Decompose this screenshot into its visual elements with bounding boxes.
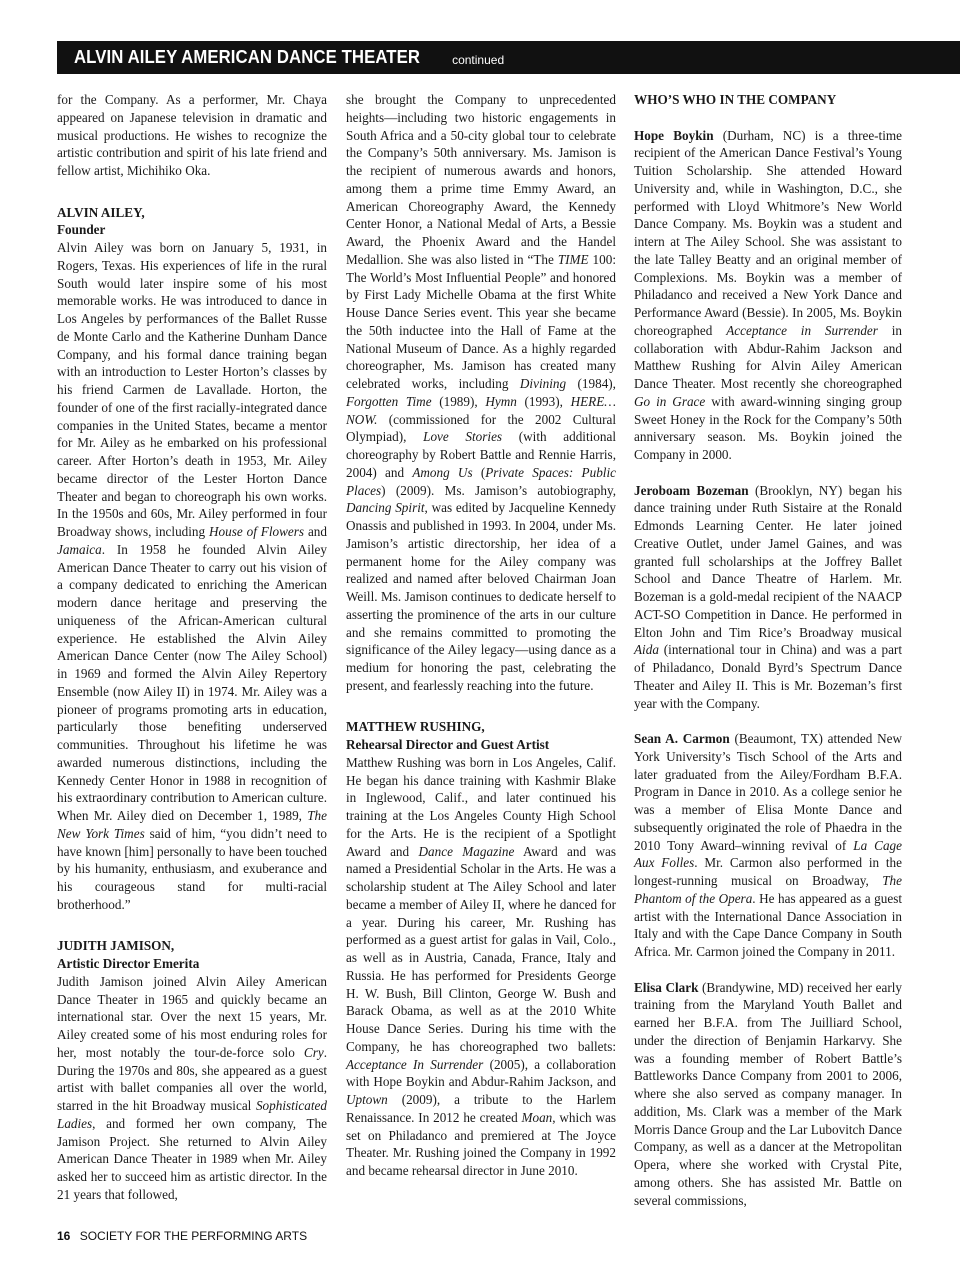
page-number: 16 bbox=[57, 1229, 71, 1243]
running-header bbox=[57, 41, 960, 74]
ailey-role: Founder bbox=[57, 222, 106, 238]
whos-who-heading: WHO’S WHO IN THE COMPANY bbox=[634, 92, 837, 107]
ailey-heading: ALVIN AILEY, bbox=[57, 204, 145, 220]
column-3 bbox=[634, 91, 902, 1209]
jamison-role: Artistic Director Emerita bbox=[57, 956, 200, 971]
clark-bio: Elisa Clark (Brandywine, MD) received her early training from the Maryland Youth Ballet and earned her B.F.A. from The Juilliard School, under the direction of Benjamin Harkarvy. She was a founding member of Robert Battle’s Battleworks Dance Company from 2001 to 2006, where she also served as company manager. In addition, Ms. Clark was a member of the Mark Morris Dance Group and the Lar Lubovitch Dance Company, as well as a dancer at the Metropolitan Opera, where she worked with Crystal Pite, among others. She has assisted Mr. Battle on several commissions, bbox=[634, 979, 903, 1208]
jamison-bio-part1: Judith Jamison joined Alvin Ailey American Dance Theater in 1965 and quickly became an international star. Over the next 15 years, Mr. Ailey created some of his most enduring roles for her, most notably the tour-de-force solo Cry. During the 1970s and 80s, she appeared as a guest artist with ballet companies all over the world, starred in the hit Broadway musical Sophisticated Ladies, and formed her own company, The Jamison Project. She returned to Alvin Ailey American Dance Theater in 1989 when Mr. Ailey asked her to succeed him as artistic director. In the 21 years that followed, bbox=[57, 973, 327, 1202]
ailey-bio: Alvin Ailey was born on January 5, 1931, in Rogers, Texas. His experiences of life in the rural South would later inspire some of his most memorable works. He was introduced to dance in Los Angeles by performances of the Ballet Russe de Monte Carlo and the Katherine Dunham Dance Company, and his formal dance training began with an introduction to Lester Horton’s classes by his friend Carmen de Lavallade. Horton, the founder of one of the first racially-integrated dance companies in the United States, became a mentor for Mr. Ailey as he embarked on his professional career. After Horton’s death in 1953, Mr. Ailey became director of the Lester Horton Dance Theater and began to choreograph his own works. In the 1950s and 60s, Mr. Ailey performed in four Broadway shows, including House of Flowers and Jamaica. In 1958 he founded Alvin Ailey American Dance Theater to carry out his vision of a company dedicated to enriching the American modern dance heritage and preserving the uniqueness of the African-American cultural experience. He established the Alvin Ailey American Dance Center (now The Ailey School) in 1969 and formed the Alvin Ailey Repertory Ensemble (now Ailey II) in 1974. Mr. Ailey was a pioneer of programs promoting arts in education, particularly those benefiting underserved communities. Throughout his lifetime he was awarded numerous distinctions, including the Kennedy Center Honor in 1988 in recognition of his extraordinary contribution to American culture. When Mr. Ailey died on December 1, 1989, The New York Times said of him, “you didn’t need to have known [him] personally to have been touched by his humanity, enthusiasm, and exuberance and his courageous stand for multi-racial brotherhood.” bbox=[57, 240, 327, 912]
jamison-heading: JUDITH JAMISON, bbox=[57, 938, 175, 954]
rushing-heading: MATTHEW RUSHING, bbox=[346, 719, 485, 735]
intro-paragraph: for the Company. As a performer, Mr. Chaya appeared on Japanese television in dramatic and musical productions. He wishes to recognize the artistic contribution and spirit of his late friend and fellow artist, Michihiko Oka. bbox=[57, 92, 327, 178]
column-2 bbox=[346, 91, 616, 1180]
publication-name: SOCIETY FOR THE PERFORMING ARTS bbox=[79, 1229, 308, 1243]
rushing-bio: Matthew Rushing was born in Los Angeles, Calif. He began his dance training with Kashmir Blake in Inglewood, Calif., and later continued his training at the Los Angeles County High School for the Arts. He is the recipient of a Spotlight Award and Dance Magazine Award and was named a Presidential Scholar in the Arts. He was a scholarship student at The Ailey School and later became a member of Ailey II, where he danced for a year. During his career, Mr. Rushing has performed as a guest artist for galas in Vail, Colo., as well as in Austria, Canada, France, Italy and Russia. He has performed for Presidents George H. W. Bush, Bill Clinton, George W. Bush and Barack Obama, as well as at the 2010 White House Dance Series. During his time with the Company, he has choreographed two ballets: Acceptance In Surrender (2005), a collaboration with Hope Boykin and Abdur-Rahim Jackson, and Uptown (2009), a tribute to the Harlem Renaissance. In 2012 he created Moan, which was set on Philadanco and premiered at The Joyce Theater. Mr. Rushing joined the Company in 1992 and became rehearsal director in June 2010. bbox=[346, 754, 616, 1178]
carmon-bio: Sean A. Carmon (Beaumont, TX) attended New York University’s Tisch School of the Arts and later graduated from the Ailey/Fordham B.F.A. Program in Dance in 2010. As a college senior he was a member of Elisa Monte Dance and subsequently originated the role of Phaedra in the 2010 Tony Award–winning revival of La Cage Aux Folles. Mr. Carmon also performed in the longest-running musical on Broadway, The Phantom of the Opera. He has appeared as a guest artist with the International Dance Association in Italy and with the Cape Dance Company in South Africa. Mr. Carmon joined the Company in 2011. bbox=[634, 731, 903, 959]
header-subtitle: continued bbox=[452, 53, 505, 67]
page-footer bbox=[57, 1229, 307, 1243]
column-1 bbox=[57, 91, 327, 1204]
bozeman-bio: Jeroboam Bozeman (Brooklyn, NY) began his dance training under Ruth Sistaire at the Ronald Edmonds Learning Center. He later joined Creative Outlet, under Jamel Gaines, and was granted full scholarships at the Joffrey Ballet School and Dance Theatre of Harlem. Mr. Bozeman is a gold-medal recipient of the NAACP ACT-SO Competition in Dance. He performed in Elton John and Tim Rice’s Broadway musical Aida (international tour in China) and was a part of Philadanco, Donald Byrd’s Spectrum Dance Theater and Ailey II. This is Mr. Bozeman’s first year with the Company. bbox=[634, 482, 902, 711]
boykin-bio: Hope Boykin (Durham, NC) is a three-time recipient of the American Dance Festival’s Young Tuition Scholarship. She attended Howard University and, while in Washington, D.C., she performed with Lloyd Whitmore’s New World Dance Company. Ms. Boykin was a student and intern at The Ailey School. She was assistant to the late Talley Beatty and an original member of Complexions. Ms. Boykin was a member of Philadanco and received a New York Dance and Performance Award (Bessie). In 2005, Ms. Boykin choreographed Acceptance in Surrender in collaboration with Abdur-Rahim Jackson and Matthew Rushing for Alvin Ailey American Dance Theater. Most recently she choreographed Go in Grace with award-winning singing group Sweet Honey in the Rock for the Company’s 50th anniversary season. Ms. Boykin joined the Company in 2000. bbox=[634, 127, 903, 462]
jamison-bio-part2: she brought the Company to unprecedented heights—including two historic engagements in South Africa and a 50-city global tour to celebrate the Company’s 50th anniversary. Ms. Jamison is the recipient of numerous awards and honors, among them a prime time Emmy Award, an American Choreography Award, the Kennedy Center Honor, a National Medal of Arts, a Bessie Award, the Phoenix Award and the Handel Medallion. She was also listed in “The TIME 100: The World’s Most Influential People” and honored by First Lady Michelle Obama at the first White House Dance Series event. This year she became the 50th inductee into the Hall of Fame at the National Museum of Dance. As a highly regarded choreographer, Ms. Jamison has created many celebrated works, including Divining (1984), Forgotten Time (1989), Hymn (1993), HERE…NOW. (commissioned for the 2002 Cultural Olympiad), Love Stories (with additional choreography by Robert Battle and Rennie Harris, 2004) and Among Us (Private Spaces: Public Places) (2009). Ms. Jamison’s autobiography, Dancing Spirit, was edited by Jacqueline Kennedy Onassis and published in 1993. In 2004, under Ms. Jamison’s artistic directorship, her idea of a permanent home for the Ailey company was realized and named after beloved Chairman Joan Weill. Ms. Jamison continues to dedicate herself to asserting the prominence of the arts in our culture and she remains committed to promoting the significance of the Ailey legacy—using dance as a medium for honoring the past, celebrating the present, and fearlessly reaching into the future. bbox=[346, 92, 616, 693]
rushing-role: Rehearsal Director and Guest Artist bbox=[346, 737, 550, 752]
header-title: ALVIN AILEY AMERICAN DANCE THEATER bbox=[74, 47, 421, 67]
